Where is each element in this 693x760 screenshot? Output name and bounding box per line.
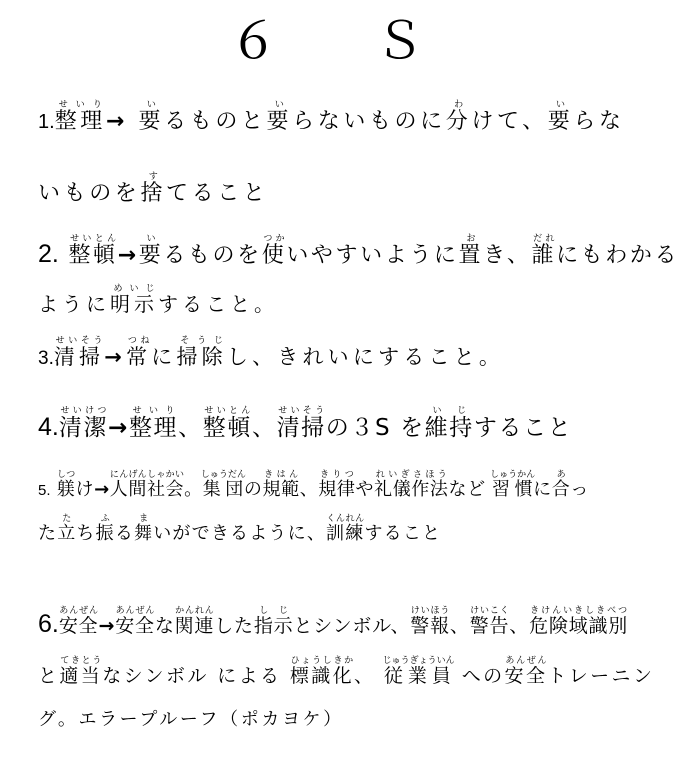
ruby-word: [57, 514, 77, 544]
ruby-word: [202, 406, 252, 441]
furigana: い: [547, 100, 574, 110]
furigana: くんれん: [326, 514, 365, 524]
text-segment: 、: [509, 615, 530, 637]
text-segment: 、: [354, 665, 384, 687]
ruby-word: [458, 234, 484, 268]
item-6-line-1: [38, 606, 628, 639]
ruby-word: [54, 100, 106, 134]
kanji-text: 舞: [134, 523, 154, 544]
furigana: あんぜん: [504, 656, 548, 666]
kanji-text: 人間社会: [109, 479, 185, 500]
ruby-word: [374, 470, 449, 500]
text-segment: なシンボル による: [102, 665, 290, 687]
kanji-text: 振: [95, 523, 115, 544]
ruby-word: [110, 284, 158, 316]
furigana: けいほう: [410, 606, 450, 616]
text-segment: き、: [483, 243, 532, 268]
kanji-text: 安全: [58, 615, 99, 637]
furigana: つか: [261, 234, 287, 244]
kanji-text: 整頓: [202, 415, 252, 441]
furigana: あんぜん: [58, 606, 99, 616]
ruby-word: [382, 656, 455, 687]
text-segment: た: [38, 523, 58, 544]
item-number: 5.: [38, 482, 51, 499]
item-6-line-2: [38, 656, 654, 687]
furigana: いじ: [424, 406, 474, 416]
ruby-word: [529, 606, 629, 637]
furigana: お: [458, 234, 484, 244]
furigana: だれ: [531, 234, 557, 244]
text-segment: の３S を: [325, 415, 425, 441]
ruby-word: [128, 406, 179, 441]
kanji-text: 安全: [115, 615, 155, 637]
text-segment: る: [114, 523, 135, 544]
kanji-text: 規律: [318, 479, 356, 500]
text-segment: けて、: [471, 109, 548, 134]
furigana: す: [140, 172, 167, 182]
arrow-icon: →: [108, 415, 129, 441]
furigana: せいり: [54, 100, 106, 110]
kanji-text: 置: [458, 243, 484, 268]
kanji-text: 躾: [56, 479, 76, 500]
item-2-line-1: [38, 234, 679, 269]
furigana: しゅうかん: [490, 470, 536, 480]
text-segment: [128, 109, 139, 134]
kanji-text: 警報: [410, 615, 450, 637]
ruby-word: [551, 470, 571, 500]
ruby-word: [53, 336, 105, 369]
text-segment: すること。: [158, 292, 278, 316]
furigana: きりつ: [318, 470, 356, 480]
page-title: ６ Ｓ: [228, 12, 465, 70]
furigana: わ: [445, 100, 472, 110]
kanji-text: 要: [138, 109, 165, 134]
furigana: た: [57, 514, 77, 524]
furigana: じゅうぎょういん: [382, 656, 455, 666]
ruby-word: [138, 100, 165, 134]
furigana: せいり: [128, 406, 179, 416]
ruby-word: [318, 470, 356, 500]
ruby-word: [531, 234, 557, 268]
kanji-text: 要: [138, 243, 164, 268]
item-number: 6.: [38, 610, 59, 638]
kanji-text: 立: [57, 523, 77, 544]
ruby-word: [276, 406, 326, 441]
ruby-word: [490, 470, 536, 500]
kanji-text: 習慣: [490, 479, 536, 500]
text-segment: や: [355, 479, 375, 500]
item-number: 4.: [38, 413, 59, 441]
furigana: せいけつ: [58, 406, 109, 416]
ruby-word: [134, 514, 154, 544]
arrow-icon: →: [105, 109, 128, 134]
text-segment: るものと: [164, 109, 267, 134]
text-segment: 。: [184, 479, 203, 500]
ruby-word: [469, 606, 510, 637]
furigana: めいじ: [110, 284, 158, 294]
furigana: ひょうしきか: [289, 656, 355, 666]
kanji-text: 要: [266, 109, 293, 134]
furigana: い: [266, 100, 293, 110]
text-segment: な: [154, 615, 175, 637]
text-segment: ち: [76, 523, 96, 544]
item-3-line-1: [38, 336, 504, 370]
text-segment: にもわかる: [556, 243, 680, 268]
kanji-text: 維持: [424, 415, 474, 441]
ruby-word: [138, 234, 164, 268]
text-segment: [59, 243, 69, 268]
ruby-word: [115, 606, 155, 637]
ruby-word: [261, 234, 287, 268]
arrow-icon: →: [117, 243, 139, 268]
kanji-text: 合: [551, 479, 571, 500]
kanji-text: 誰: [531, 243, 557, 268]
text-segment: への: [453, 665, 505, 687]
kanji-text: 規範: [262, 479, 300, 500]
furigana: あんぜん: [115, 606, 155, 616]
ruby-word: [56, 470, 76, 500]
furigana: せいとん: [68, 234, 118, 244]
kanji-text: 整頓: [68, 243, 118, 268]
kanji-text: 整理: [54, 109, 106, 134]
kanji-text: 危険域識別: [529, 615, 629, 637]
text-segment: など: [448, 479, 493, 500]
kanji-text: 整理: [128, 415, 179, 441]
furigana: にんげんしゃかい: [109, 470, 185, 480]
kanji-text: 掃除: [176, 345, 227, 369]
kanji-text: 分: [445, 109, 472, 134]
kanji-text: 明示: [110, 292, 158, 316]
kanji-text: 要: [547, 109, 574, 134]
ruby-word: [59, 656, 103, 687]
kanji-text: 礼儀作法: [374, 479, 449, 500]
kanji-text: 関連: [174, 615, 215, 637]
arrow-icon: →: [104, 345, 127, 369]
kanji-text: 清掃: [53, 345, 105, 369]
item-5-line-1: [38, 470, 589, 500]
ruby-word: [68, 234, 118, 268]
furigana: あ: [551, 470, 571, 480]
kanji-text: 指示: [253, 615, 294, 637]
item-number: 3.: [38, 348, 54, 369]
ruby-word: [266, 100, 293, 134]
text-segment: し、きれいにすること。: [226, 345, 505, 369]
item-number: 2.: [38, 240, 59, 268]
kanji-text: 使: [261, 243, 287, 268]
furigana: つね: [126, 336, 152, 346]
arrow-icon: →: [94, 479, 110, 500]
ruby-word: [547, 100, 574, 134]
ruby-word: [262, 470, 300, 500]
arrow-icon: →: [98, 615, 116, 637]
text-segment: 、: [449, 615, 470, 637]
text-segment: ように: [38, 292, 110, 316]
ruby-word: [424, 406, 474, 441]
ruby-word: [200, 470, 246, 500]
item-2-line-2: [38, 284, 278, 315]
ruby-word: [253, 606, 294, 637]
furigana: ふ: [95, 514, 115, 524]
furigana: しつ: [56, 470, 76, 480]
ruby-word: [176, 336, 227, 369]
ruby-word: [58, 606, 99, 637]
ruby-word: [504, 656, 548, 687]
furigana: しじ: [253, 606, 294, 616]
text-segment: らな: [573, 109, 625, 134]
text-segment: け: [75, 479, 95, 500]
furigana: せいそう: [53, 336, 105, 346]
text-segment: に: [533, 479, 552, 500]
furigana: せいとん: [202, 406, 252, 416]
text-segment: 、: [299, 479, 319, 500]
furigana: ま: [134, 514, 154, 524]
ruby-word: [58, 406, 109, 441]
ruby-word: [445, 100, 472, 134]
furigana: しゅうだん: [200, 470, 246, 480]
kanji-text: 訓練: [326, 523, 365, 544]
item-1-line-2: [38, 172, 268, 206]
ruby-word: [126, 336, 152, 369]
furigana: せいそう: [276, 406, 326, 416]
furigana: れいぎさほう: [374, 470, 449, 480]
text-segment: 、: [178, 415, 203, 441]
ruby-word: [289, 656, 355, 687]
item-number: 1.: [38, 111, 55, 133]
kanji-text: 清掃: [276, 415, 326, 441]
item-5-line-2: [38, 514, 441, 544]
text-segment: グ。エラープルーフ（ポカヨケ）: [38, 709, 344, 730]
text-segment: いものを: [38, 181, 141, 206]
text-segment: いやすいように: [286, 243, 459, 268]
furigana: きけんいきしきべつ: [529, 606, 629, 616]
ruby-word: [326, 514, 365, 544]
text-segment: いができるように、: [153, 523, 327, 544]
text-segment: すること: [473, 415, 573, 441]
ruby-word: [174, 606, 215, 637]
kanji-text: 安全: [504, 665, 548, 687]
furigana: てきとう: [59, 656, 103, 666]
item-1-line-1: [38, 100, 625, 134]
text-segment: るものを: [163, 243, 262, 268]
text-segment: とシンボル、: [293, 615, 411, 637]
text-segment: と: [38, 665, 60, 687]
ruby-word: [410, 606, 450, 637]
furigana: けいこく: [469, 606, 510, 616]
kanji-text: 捨: [140, 181, 167, 206]
ruby-word: [95, 514, 115, 544]
text-segment: っ: [570, 479, 589, 500]
text-segment: した: [214, 615, 254, 637]
text-segment: トレーニン: [547, 665, 655, 687]
item-6-line-3: [38, 710, 344, 730]
text-segment: の: [243, 479, 263, 500]
kanji-text: 従業員: [382, 665, 455, 687]
ruby-word: [109, 470, 185, 500]
furigana: い: [138, 234, 164, 244]
furigana: かんれん: [174, 606, 215, 616]
kanji-text: 清潔: [58, 415, 109, 441]
text-segment: すること: [364, 523, 442, 544]
furigana: きはん: [262, 470, 300, 480]
text-segment: らないものに: [292, 109, 446, 134]
item-4-line-1: [38, 406, 572, 442]
kanji-text: 警告: [469, 615, 510, 637]
text-segment: に: [151, 345, 177, 369]
furigana: そうじ: [176, 336, 227, 346]
kanji-text: 標識化: [289, 665, 355, 687]
furigana: い: [138, 100, 165, 110]
text-segment: 、: [251, 415, 277, 441]
kanji-text: 常: [126, 345, 152, 369]
kanji-text: 集団: [200, 479, 246, 500]
ruby-word: [140, 172, 167, 206]
kanji-text: 適当: [59, 665, 103, 687]
text-segment: てること: [166, 181, 269, 206]
